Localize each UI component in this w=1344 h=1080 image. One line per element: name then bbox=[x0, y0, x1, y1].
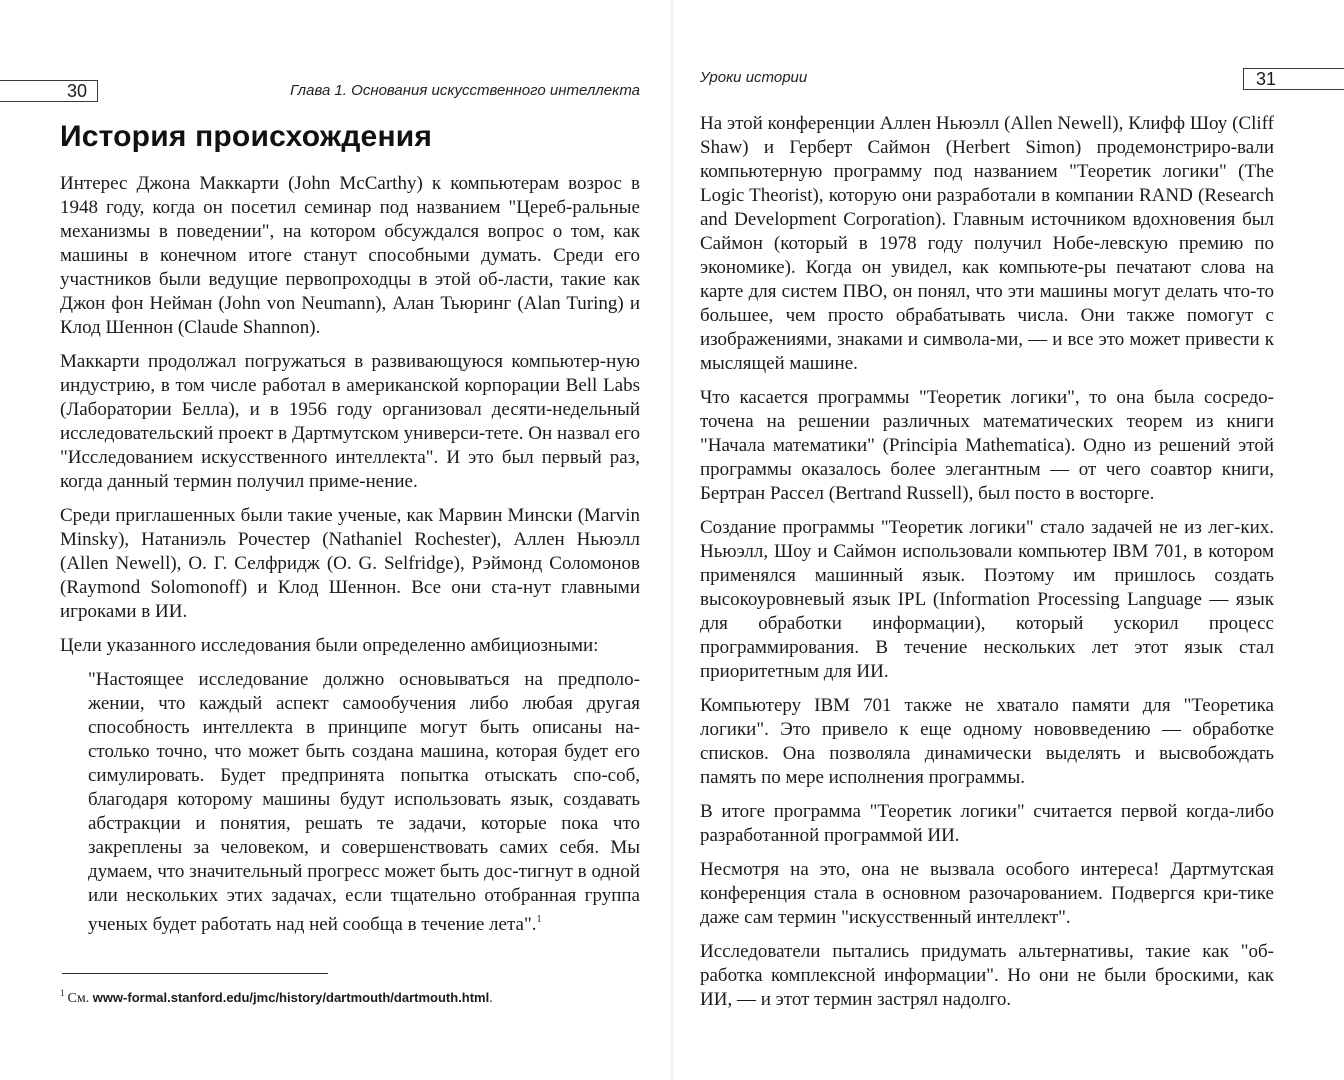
running-head: Уроки истории bbox=[700, 69, 808, 86]
right-page bbox=[673, 0, 1344, 1080]
paragraph: Цели указанного исследования были определенно амбициозными: bbox=[60, 635, 599, 656]
left-text-column bbox=[60, 172, 640, 947]
footnote-suffix: . bbox=[489, 991, 493, 1006]
paragraph: Маккарти продолжал погружаться в развивающуюся компьютер-ную индустрию, в том числе работал в американской корпорации Bell Labs (Лаборатории Белла), и в 1956 году организовал десяти-недельный исследовательский проект в Дартмутском универси-тете. Он назвал его "Исследованием искусственного интеллекта". И это был первый раз, когда данный термин получил приме-нение. bbox=[60, 351, 640, 492]
paragraph: Несмотря на это, она не вызвала особого интереса! Дартмутская конференция стала в основном разочарованием. Подвергся кри-тике даже сам термин "искусственный интеллект". bbox=[700, 859, 1274, 928]
block-quote bbox=[60, 668, 640, 937]
paragraph: Исследователи пытались придумать альтернативы, такие как "об-работка комплексной информации". Но они не были броскими, как ИИ, — и этот термин застрял надолго. bbox=[700, 941, 1274, 1010]
quote-text: "Настоящее исследование должно основываться на предполо-жении, что каждый аспект самообучения либо любая другая способность интеллекта в принципе могут быть описаны на-столько точно, что может быть создана машина, которая будет его симулировать. Будет предпринята попытка отыскать спо-соб, благодаря которому машины будут использовать язык, создавать абстракции и понятия, решать те задачи, которые пока что закреплены за человеком, и совершенствовать самих себя. Мы думаем, что значительный прогресс может быть дос-тигнут в одной или нескольких этих задачах, если тщательно отобранная группа ученых будет работать над ней сообща в течение лета". bbox=[88, 669, 640, 935]
paragraph: Среди приглашенных были такие ученые, как Марвин Мински (Marvin Minsky), Натаниэль Рочестер (Nathaniel Rochester), Аллен Ньюэлл (Allen Newell), О. Г. Селфридж (O. G. Selfridge), Рэймонд Соломонов (Raymond Solomonoff) и Клод Шеннон. Все они ста-нут главными игроками в ИИ. bbox=[60, 505, 640, 622]
paragraph: В итоге программа "Теоретик логики" считается первой когда-либо разработанной программой ИИ. bbox=[700, 801, 1274, 846]
footnote-marker: 1 bbox=[60, 988, 65, 998]
right-text-column bbox=[700, 112, 1274, 1022]
section-heading: История происхождения bbox=[60, 120, 433, 153]
paragraph: Что касается программы "Теоретик логики", то она была сосредо-точена на решении различных математических теорем из книги "Начала математики" (Principia Mathematica). Одно из решений этой программы оказалось более элегантным — от чего соавтор книги, Бертран Рассел (Bertrand Russell), был посто в восторге. bbox=[700, 387, 1274, 504]
paragraph: Интерес Джона Маккарти (John McCarthy) к компьютерам возрос в 1948 году, когда он посетил семинар под названием "Цереб-ральные механизмы в поведении", на котором обсуждался вопрос о том, как машины в конечном итоге станут способными думать. Среди его участников были ведущие первопроходцы в этой об-ласти, такие как Джон фон Нейман (John von Neumann), Алан Тьюринг (Alan Turing) и Клод Шеннон (Claude Shannon). bbox=[60, 173, 640, 338]
footnote-url[interactable]: www-formal.stanford.edu/jmc/history/dartmouth/dartmouth.html bbox=[92, 990, 490, 1005]
running-head: Глава 1. Основания искусственного интеллекта bbox=[290, 82, 640, 99]
paragraph: Компьютеру IBM 701 также не хватало памяти для "Теоретика логики". Это привело к еще одному нововведению — обработке списков. Она позволяла динамически выделять и высвобождать память по мере исполнения программы. bbox=[700, 695, 1274, 788]
page-number-box bbox=[0, 80, 98, 102]
footnote-prefix: См. bbox=[67, 991, 90, 1006]
footnote-reference[interactable]: 1 bbox=[536, 914, 542, 925]
footnote bbox=[60, 988, 493, 1007]
footnote-divider bbox=[62, 973, 328, 974]
paragraph: На этой конференции Аллен Ньюэлл (Allen Newell), Клифф Шоу (Cliff Shaw) и Герберт Саймон (Herbert Simon) продемонстриро-вали компьютерную программу под названием "Теоретик логики" (The Logic Theorist), которую они разработали в компании RAND (Research and Development Corporation). Главным источником вдохновения был Саймон (который в 1978 году получил Нобе-левскую премию по экономике). Когда он увидел, как компьюте-ры печатают слова на карте для систем ПВО, он понял, что эти машины могут делать что-то большее, чем просто обрабатывать числа. Они также помогут с изображениями, знаками и символа-ми, — и все это может привести к мыслящей машине. bbox=[700, 113, 1274, 374]
page-number: 31 bbox=[1256, 69, 1277, 89]
page-number: 30 bbox=[66, 81, 87, 101]
paragraph: Создание программы "Теоретик логики" стало задачей не из лег-ких. Ньюэлл, Шоу и Саймон использовали компьютер IBM 701, в котором применялся машинный язык. Поэтому им пришлось создать высокоуровневый язык IPL (Information Processing Language — язык для обработки информации), который ускорил процесс программирования. В течение нескольких лет этот язык стал приоритетным для ИИ. bbox=[700, 517, 1274, 682]
page-number-box bbox=[1243, 68, 1344, 90]
